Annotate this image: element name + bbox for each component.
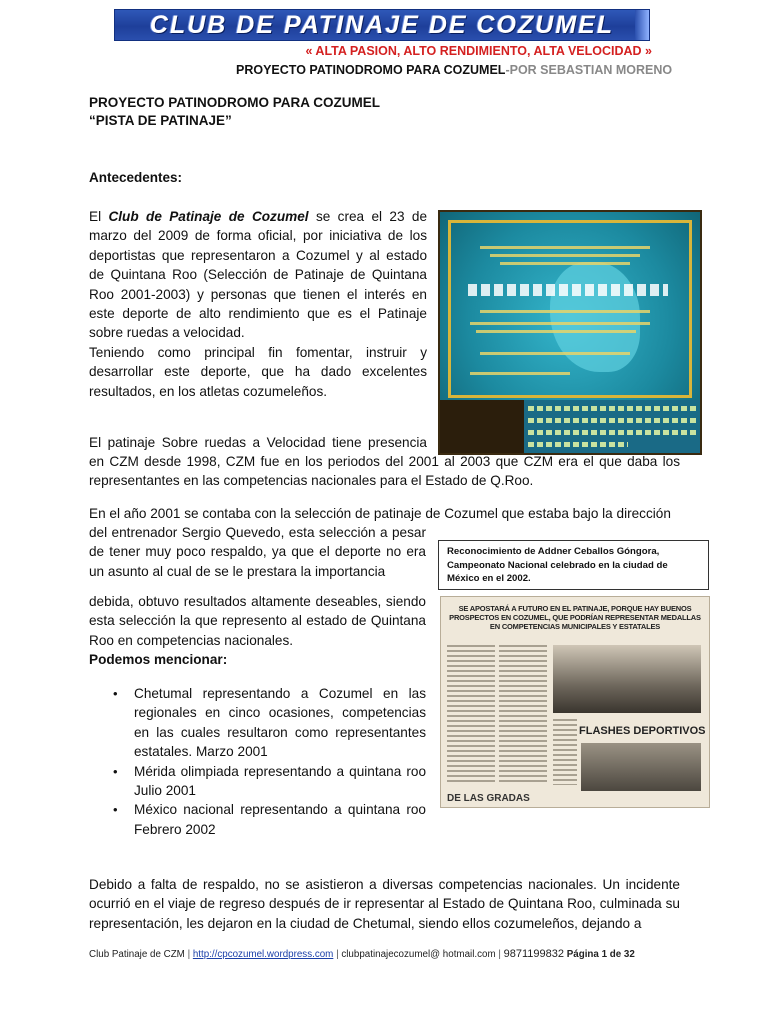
- plaque-shadow: [440, 400, 524, 453]
- plaque-text-line: [480, 310, 650, 313]
- paragraph-intro: [89, 207, 427, 401]
- footer-page-number: Página 1 de 32: [566, 949, 635, 960]
- plaque-banner-text: [468, 284, 668, 296]
- doc-title-line1: PROYECTO PATINODROMO PARA COZUMEL: [89, 95, 381, 110]
- club-name: Club de Patinaje de Cozumel: [108, 209, 309, 224]
- doc-title-line2: “PISTA DE PATINAJE”: [89, 113, 232, 128]
- slogan: « ALTA PASION, ALTO RENDIMIENTO, ALTA VELOCIDAD »: [305, 44, 652, 58]
- plaque-text-line: [476, 330, 636, 333]
- newspaper-column: [553, 719, 577, 785]
- photo-caption: Reconocimiento de Addner Ceballos Góngora, Campeonato Nacional celebrado en la ciudad de México en el 2002.: [438, 540, 709, 590]
- p1-rest: se crea el 23 de marzo del 2009 de forma oficial, por iniciativa de los deportistas que representaron a Cozumel y al estado de Quintana Roo (Selección de Patinaje de Quintana Roo 2001-2003) y personas que tienen el interés en este deporte de alto rendimiento que es el Patinaje sobre ruedas a velocidad.: [89, 209, 427, 341]
- header-subtitle: [236, 63, 672, 77]
- bullet-icon: •: [113, 763, 118, 779]
- footer-org: Club Patinaje de CZM: [89, 949, 185, 960]
- footer-separator: |: [336, 949, 339, 960]
- paragraph-selection-line1: En el año 2001 se contaba con la selección de patinaje de Cozumel que estaba bajo la dirección: [89, 506, 671, 521]
- paragraph-presence: en CZM desde 1998, CZM fue en los periodos del 2001 al 2003 que CZM era el que daba los representantes en las competencias nacionales para el Estado de Q.Roo.: [89, 454, 680, 489]
- paragraph-presence-line1: El patinaje Sobre ruedas a Velocidad tiene presencia: [89, 435, 427, 450]
- list-item-text: México nacional representando a quintana roo Febrero 2002: [134, 802, 426, 837]
- page-footer: [89, 948, 635, 960]
- results-text: debida, obtuvo resultados altamente deseables, siendo esta selección la que represento al estado de Quintana Roo en competencias nacionales.: [89, 594, 426, 648]
- list-item: [104, 762, 426, 801]
- bullet-icon: •: [113, 802, 118, 818]
- banner-title: CLUB DE PATINAJE DE COZUMEL: [149, 10, 615, 39]
- mention-heading: Podemos mencionar:: [89, 652, 228, 668]
- banner-accent: [635, 10, 649, 40]
- paragraph-incident: Debido a falta de respaldo, no se asistieron a diversas competencias nacionales. Un incidente ocurrió en el viaje de regreso después de ir representar al Estado de Quintana Roo, culminada su representación, les dejaron en la ciudad de Chetumal, siendo ellos cozumeleños, dejando a: [89, 877, 680, 931]
- plaque-caption-row: [528, 442, 628, 447]
- footer-separator: |: [498, 949, 501, 960]
- footer-url-link[interactable]: http://cpcozumel.wordpress.com: [192, 949, 334, 960]
- plaque-text-line: [480, 352, 630, 355]
- plaque-text-line: [480, 246, 650, 249]
- paragraph-goal: Teniendo como principal fin fomentar, instruir y desarrollar este deporte, que ha dado excelentes resultados, en los atletas cozumeleños.: [89, 344, 427, 399]
- plaque-caption-row: [528, 406, 696, 411]
- footer-phone: 9871199832: [503, 948, 564, 960]
- header-banner: [114, 9, 650, 41]
- plaque-text-line: [470, 322, 650, 325]
- newspaper-column: [499, 645, 547, 785]
- newspaper-second-photo: [581, 743, 701, 791]
- plaque-text-line: [490, 254, 640, 257]
- newspaper-team-photo: [553, 645, 701, 713]
- plaque-caption-row: [528, 418, 696, 423]
- subtitle-main: PROYECTO PATINODROMO PARA COZUMEL: [236, 63, 506, 77]
- list-item-text: Chetumal representando a Cozumel en las regionales en cinco ocasiones, competencias en las cuales resultaron como representantes estatales. Marzo 2001: [134, 686, 426, 760]
- achievements-list: [104, 684, 426, 839]
- newspaper-footer: DE LAS GRADAS: [447, 793, 530, 804]
- plaque-caption-row: [528, 430, 696, 435]
- bullet-icon: •: [113, 686, 118, 701]
- newspaper-column: [447, 645, 495, 785]
- newspaper-headline: SE APOSTARÁ A FUTURO EN EL PATINAJE, PORQUE HAY BUENOS PROSPECTOS EN COZUMEL, QUE PODRÍAN REPRESENTAR MEDALLAS EN COMPETENCIAS MUNICIPALES Y ESTATALES: [449, 604, 701, 631]
- section-heading: Antecedentes:: [89, 170, 183, 185]
- footer-separator: |: [187, 949, 191, 960]
- plaque-text-line: [500, 262, 630, 265]
- plaque-text-line: [470, 372, 570, 375]
- footer-email[interactable]: clubpatinajecozumel@ hotmail.com: [341, 949, 496, 960]
- plaque-caption-band: [524, 400, 700, 453]
- p1-prefix: El: [89, 209, 109, 224]
- list-item: [104, 684, 426, 762]
- paragraph-selection: del entrenador Sergio Quevedo, esta selección a pesar de tener muy poco respaldo, ya que el deporte no era un asunto al cual de se le prestara la importancia: [89, 525, 426, 579]
- list-item: [104, 800, 426, 839]
- subtitle-author: -POR SEBASTIAN MORENO: [505, 63, 673, 77]
- paragraph-results: [89, 592, 426, 670]
- list-item-text: Mérida olimpiada representando a quintana roo Julio 2001: [134, 763, 426, 799]
- newspaper-flashes-heading: FLASHES DEPORTIVOS: [579, 725, 706, 737]
- newspaper-clipping-image: [440, 596, 710, 808]
- award-plaque-image: [438, 210, 702, 455]
